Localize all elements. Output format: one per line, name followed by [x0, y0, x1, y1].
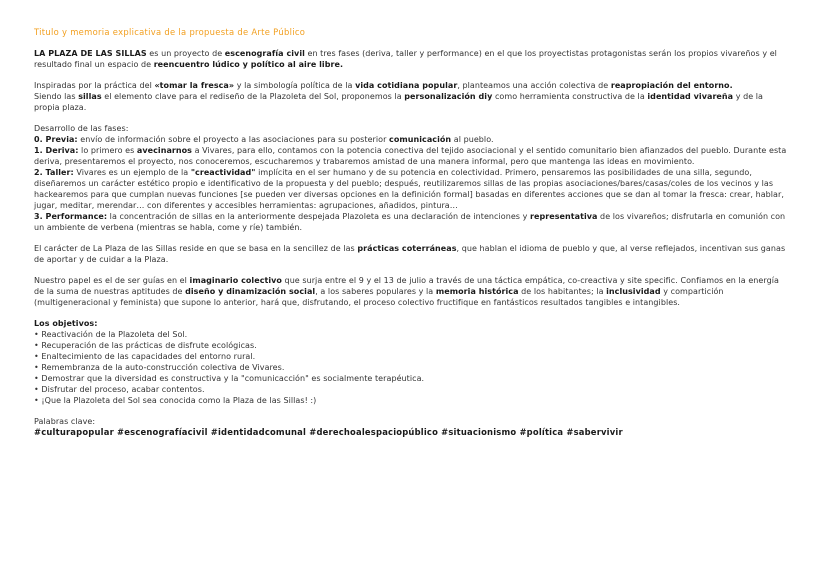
list-item: • Enaltecimiento de las capacidades del entorno rural. [34, 351, 790, 362]
character-text: El carácter de La Plaza de las Sillas reside en que se basa en la sencillez de las [34, 244, 358, 253]
keywords-tags: #culturapopular #escenografíacivil #identidadcomunal #derechoalespaciopúblico #situacionismo #política #sabervivir [34, 427, 623, 437]
list-item: • Disfrutar del proceso, acabar contentos. [34, 384, 790, 395]
role-text: Nuestro papel es el de ser guías en el [34, 276, 190, 285]
role-text: , a los saberes populares y la [315, 287, 436, 296]
phase-emphasis: "creactividad" [190, 168, 256, 177]
phase-label: 3. Performance: [34, 212, 108, 221]
phase-0 [34, 135, 494, 144]
inspiration-emphasis: identidad vivareña [647, 92, 734, 101]
role-text: y compartición (multigeneracional y feminista) que supone lo anterior, hará que, disfrutando, el proceso colectivo fructifique en fantásticos resultados tangibles e intangibles. [34, 287, 724, 307]
intro-text: en tres fases (deriva, taller y performance) en el que los proyectistas protagonistas serán los propios vivareños y el resultado final un espacio de [34, 49, 777, 69]
phase-emphasis: representativa [530, 212, 598, 221]
role-emphasis: inclusividad [606, 287, 661, 296]
character-text: , que hablan el idioma de pueblo y que, al verse reflejados, incentivan sus ganas de aportar y de cuidar a la Plaza. [34, 244, 786, 264]
list-item: • Reactivación de la Plazoleta del Sol. [34, 329, 790, 340]
intro-emphasis: reencuentro lúdico y político al aire libre. [153, 60, 344, 69]
intro-text: es un proyecto de [146, 49, 225, 58]
phase-1 [34, 146, 786, 166]
phases-heading: Desarrollo de las fases: [34, 124, 129, 133]
phase-emphasis: comunicación [389, 135, 452, 144]
document-title: Titulo y memoria explicativa de la propuesta de Arte Público [34, 27, 306, 37]
objectives-section [34, 318, 790, 406]
phase-3 [34, 212, 785, 232]
role-emphasis: memoria histórica [435, 287, 519, 296]
project-name: LA PLAZA DE LAS SILLAS [34, 49, 147, 58]
phase-text: a Vivares, para ello, contamos con la potencia conectiva del tejido asociacional y el sentido comunitario bien afianzados del pueblo. Durante esta deriva, presentaremos el proyecto, nos conoceremos, escucharemos y trabaremos amistad de una manera informal, pero que mantenga las ideas en movimiento. [34, 146, 787, 166]
phase-text: Vivares es un ejemplo de la [73, 168, 191, 177]
phase-text: la concentración de sillas en la anteriormente despejada Plazoleta es una declaración de intenciones y [107, 212, 530, 221]
inspiration-text: y de la propia plaza. [34, 92, 763, 112]
objectives-list [34, 329, 790, 406]
phase-text: al pueblo. [451, 135, 494, 144]
intro-paragraph [34, 48, 790, 70]
phases-section [34, 123, 790, 233]
inspiration-text: Siendo las [34, 92, 79, 101]
inspiration-emphasis: vida cotidiana popular [355, 81, 458, 90]
phase-text: de los vivareños; disfrutarla en comunión con un ambiente de verbena (mientras se habla, come y ríe) también. [34, 212, 786, 232]
phase-text: implícita en el ser humano y de su potencia en colectividad. Primero, pensaremos las posibilidades de una silla, segundo, diseñaremos un carácter estético propio e identificativo de la propuesta y del pueblo; después, reutilizaremos sillas de las propias asociaciones/bares/casas/coles de los vecinos y las hackearemos para que cumplan nuevas funciones [se pueden ver diversas opciones en la definición formal] basadas en diferentes acciones que se dan al tomar la fresca: crear, hablar, jugar, meditar, merendar… con diferentes y accesibles herramientas: agrupaciones, añadidos, pintura… [34, 168, 784, 210]
character-paragraph [34, 243, 790, 265]
list-item: • ¡Que la Plazoleta del Sol sea conocida como la Plaza de las Sillas! :) [34, 395, 790, 406]
role-paragraph [34, 275, 790, 308]
intro-emphasis: escenografía civil [224, 49, 305, 58]
inspiration-text: y la simbología política de la [234, 81, 356, 90]
phase-label: 1. Deriva: [34, 146, 79, 155]
inspiration-emphasis: personalización diy [404, 92, 493, 101]
list-item: • Remembranza de la auto-construcción colectiva de Vivares. [34, 362, 790, 373]
inspiration-emphasis: «tomar la fresca» [154, 81, 235, 90]
role-emphasis: diseño y dinamización social [185, 287, 316, 296]
phase-2 [34, 168, 784, 210]
phase-emphasis: avecinarnos [136, 146, 192, 155]
objectives-heading: Los objetivos: [34, 319, 98, 328]
inspiration-emphasis: reapropiación del entorno. [610, 81, 733, 90]
inspiration-emphasis: sillas [78, 92, 102, 101]
role-emphasis: imaginario colectivo [189, 276, 282, 285]
character-emphasis: prácticas coterráneas [357, 244, 457, 253]
keywords-section [34, 416, 790, 438]
list-item: • Demostrar que la diversidad es constructiva y la "comunicacción" es socialmente terapéutica. [34, 373, 790, 384]
phase-text: envío de información sobre el proyecto a las asociaciones para su posterior [77, 135, 390, 144]
inspiration-text: , planteamos una acción colectiva de [457, 81, 611, 90]
list-item: • Recuperación de las prácticas de disfrute ecológicas. [34, 340, 790, 351]
phase-label: 2. Taller: [34, 168, 74, 177]
inspiration-paragraph [34, 80, 790, 113]
role-text: de los habitantes; la [518, 287, 607, 296]
phase-label: 0. Previa: [34, 135, 78, 144]
inspiration-text: el elemento clave para el rediseño de la Plazoleta del Sol, proponemos la [101, 92, 405, 101]
phase-text: lo primero es [78, 146, 137, 155]
inspiration-text: Inspiradas por la práctica del [34, 81, 155, 90]
keywords-heading: Palabras clave: [34, 417, 96, 426]
role-text: que surja entre el 9 y el 13 de julio a través de una táctica empática, co-creactiva y site specific. Confiamos en la energía de la suma de nuestras aptitudes de [34, 276, 779, 296]
inspiration-text: como herramienta constructiva de la [492, 92, 648, 101]
